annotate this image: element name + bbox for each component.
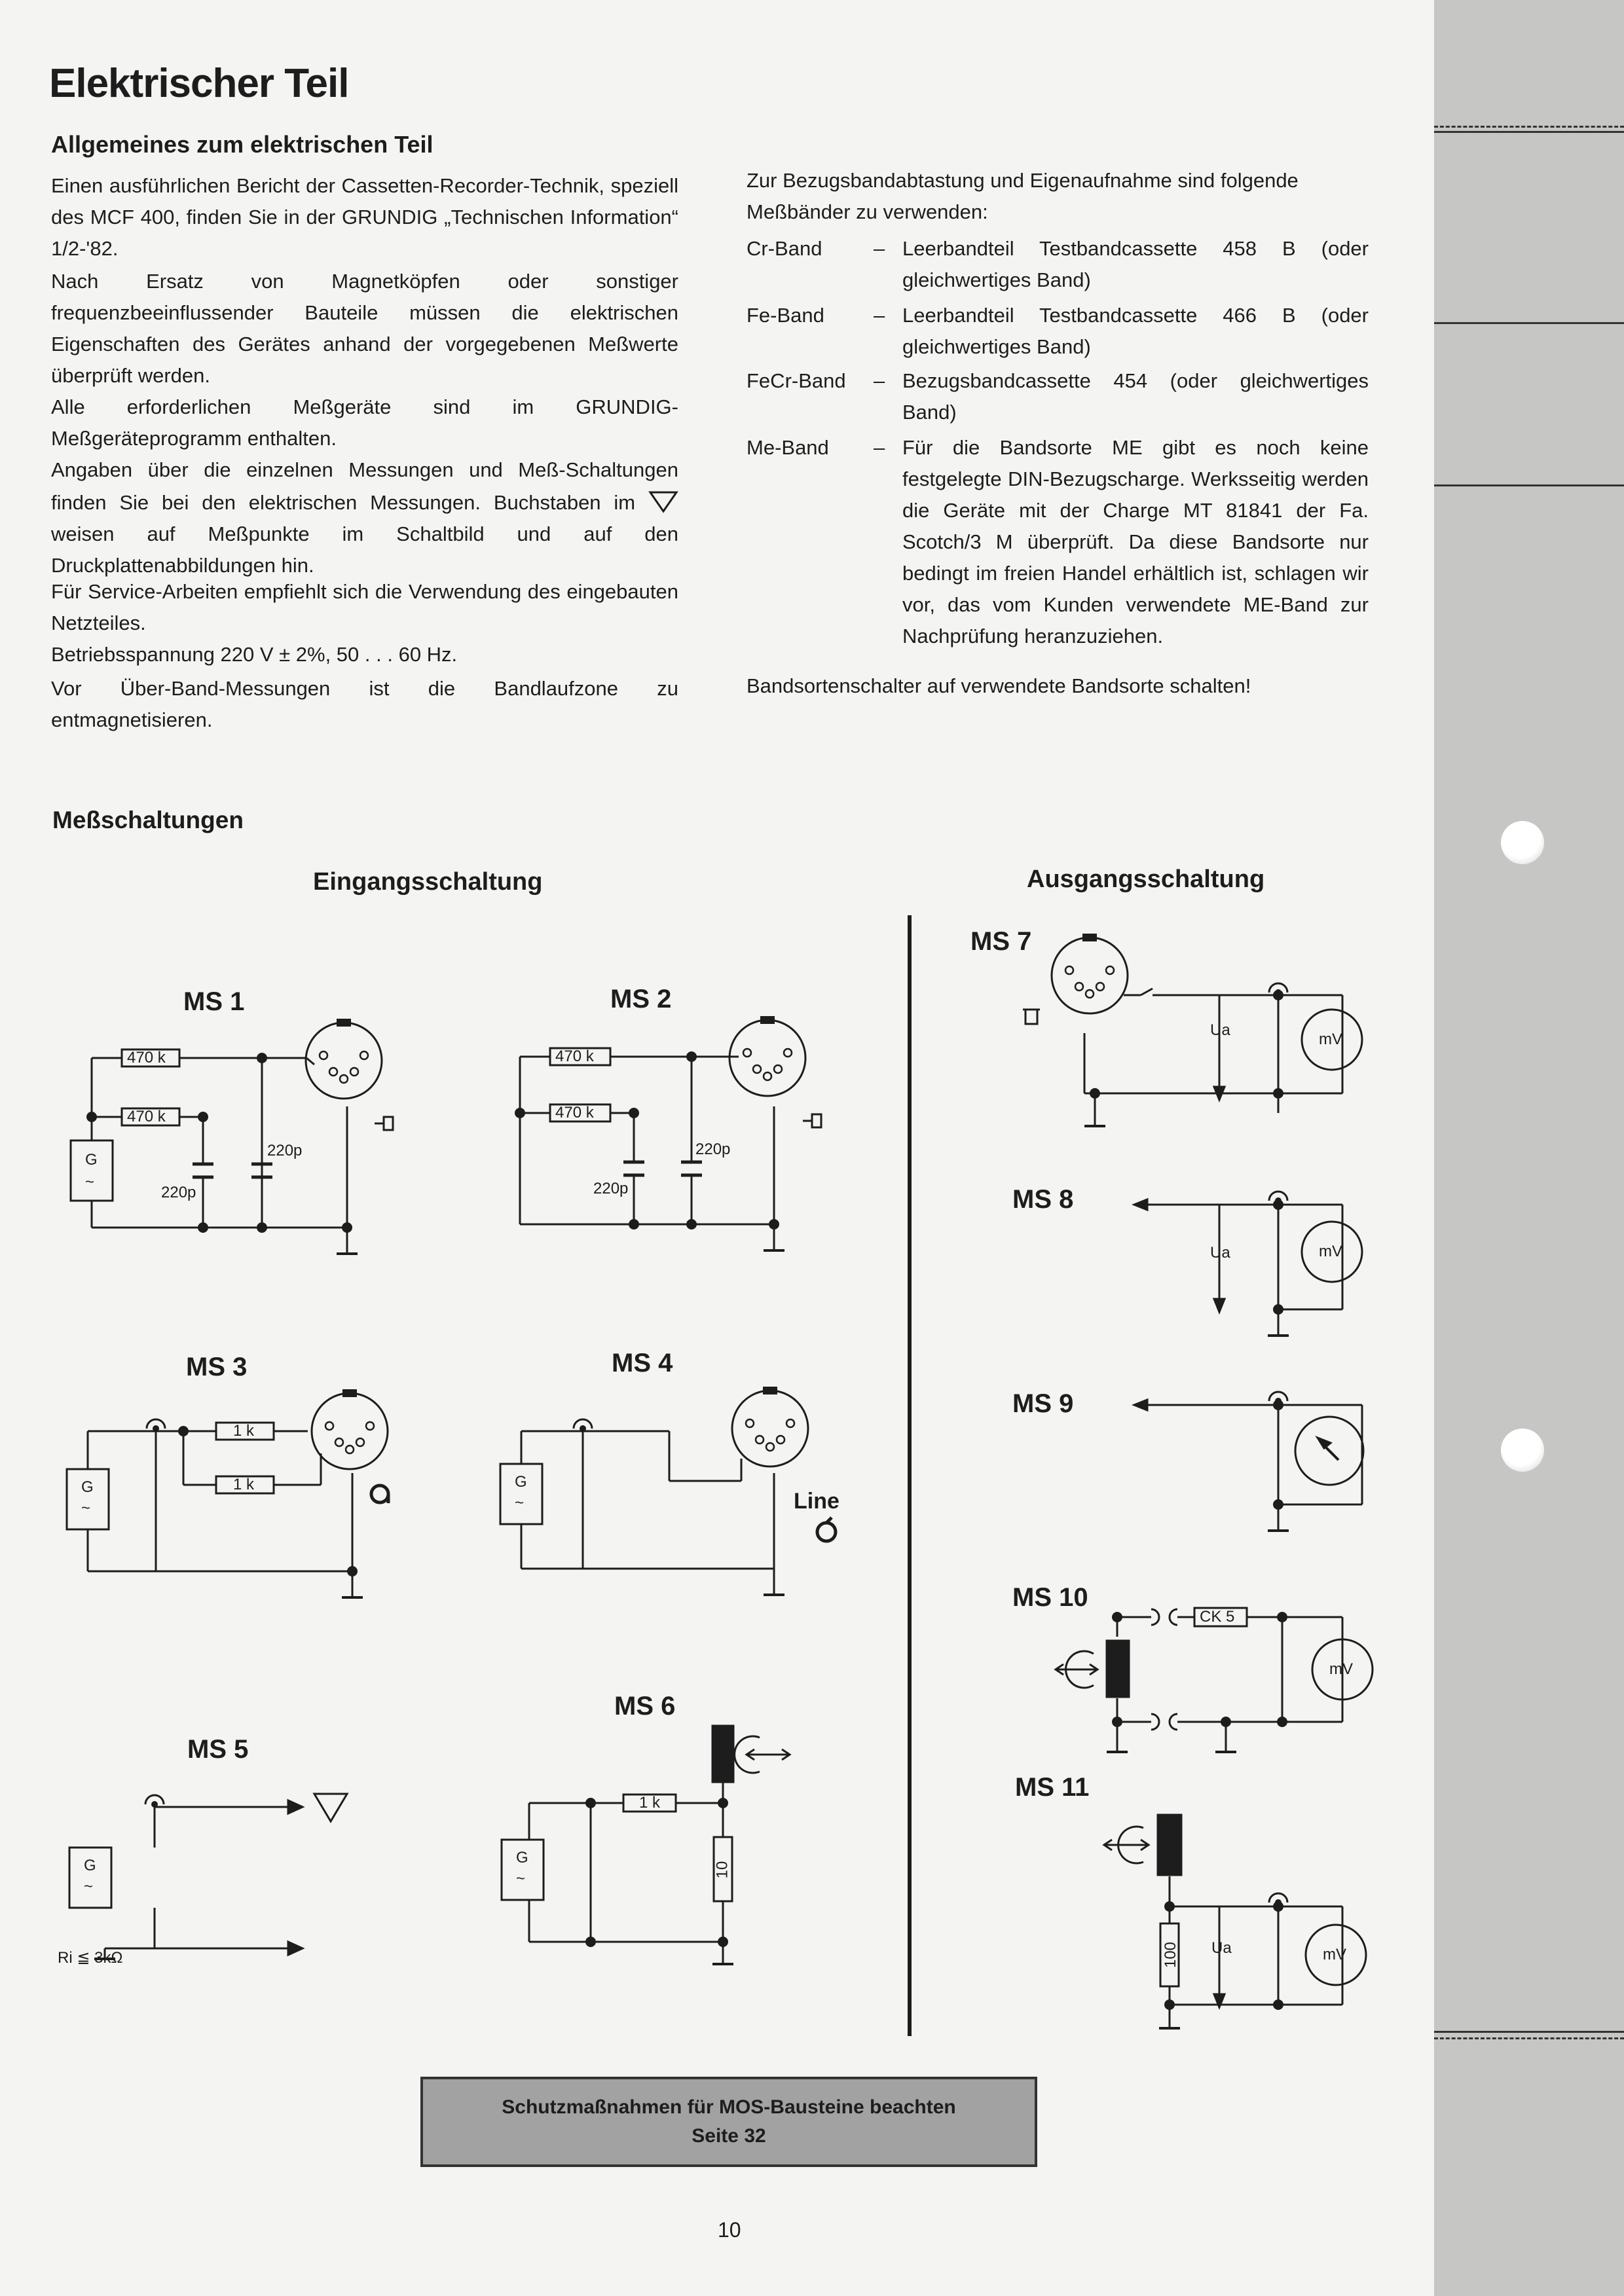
ua-label: Ua [1210,1244,1230,1262]
resistor-value: 100 [1162,1941,1180,1969]
ms8-label: MS 8 [1012,1185,1074,1214]
capacitor-value: 220p [695,1140,731,1158]
paragraph: Für Service-Arbeiten empfiehlt sich die Verwendung des eingebauten Netzteiles. [51,580,678,634]
output-circuits-heading: Ausgangsschaltung [1027,866,1265,893]
paragraph: Vor Über-Band-Messungen ist die Bandlaufzone zu entmagnetisieren. [51,677,678,731]
resistor-value: 470 k [127,1049,166,1066]
generator-tilde: ~ [516,1870,526,1887]
tab-line [1434,2037,1624,2039]
ms11-label: MS 11 [1015,1773,1090,1802]
section-heading: Allgemeines zum elektrischen Teil [51,131,434,158]
resistor-value: 10 [713,1861,731,1879]
tape-desc: Bezugsbandcassette 454 (oder gleichwertiges Band) [902,369,1369,424]
paragraph: Nach Ersatz von Magnetköpfen oder sonstiger frequenzbeeinflussender Bauteile müssen die elektrischen Eigenschaften des Gerätes anhand der vorgegebenen Meßwerte überprüft werden. [51,270,678,387]
tape-dash: – [874,436,885,459]
generator-g: G [84,1857,96,1874]
capacitor-value: 220p [161,1184,196,1201]
generator-tilde: ~ [84,1878,94,1895]
notice-line: Schutzmaßnahmen für MOS-Bausteine beachten [502,2096,956,2118]
resistor-value: 470 k [127,1108,166,1125]
ms5-label: MS 5 [187,1735,249,1764]
paragraph-text: Angaben über die einzelnen Messungen und Meß-Schaltungen finden Sie bei den elektrischen Messungen. Buchstaben im [51,458,678,514]
resistor-value: 470 k [555,1104,594,1121]
mv-meter-label: mV [1329,1660,1353,1678]
source-impedance-label: Ri ≦ 3kΩ [58,1949,123,1967]
tapes-intro: Zur Bezugsbandabtastung und Eigenaufnahme sind folgende Meßbänder zu verwenden: [747,169,1299,223]
generator-g: G [516,1849,528,1867]
measuring-heading: Meßschaltungen [52,807,244,833]
ck5-label: CK 5 [1200,1608,1235,1626]
resistor-value: 1 k [233,1476,255,1493]
tape-name: Fe-Band [747,304,824,327]
ms1-label: MS 1 [183,987,245,1016]
ua-label: Ua [1211,1939,1232,1957]
mv-meter-label: mV [1319,1030,1342,1048]
generator-tilde: ~ [85,1173,95,1191]
generator-g: G [515,1473,527,1491]
ms10-label: MS 10 [1012,1583,1088,1612]
tape-dash: – [874,369,885,392]
tape-desc: Leerbandteil Testbandcassette 466 B (oder gleichwertiges Band) [902,304,1369,358]
generator-tilde: ~ [81,1499,91,1517]
punch-hole [1501,821,1544,864]
generator-tilde: ~ [515,1494,525,1512]
tapes-outro: Bandsortenschalter auf verwendete Bandsorte schalten! [747,674,1251,697]
ua-label: Ua [1210,1021,1230,1039]
ms6-label: MS 6 [614,1692,676,1721]
ms9-label: MS 9 [1012,1389,1074,1418]
ms2-label: MS 2 [610,985,672,1013]
tab-line [1434,131,1624,133]
mv-meter-label: mV [1319,1243,1342,1260]
capacitor-value: 220p [593,1180,629,1197]
paragraph: Betriebsspannung 220 V ± 2%, 50 . . . 60 Hz. [51,643,458,666]
capacitor-value: 220p [267,1142,303,1159]
tab-line [1434,322,1624,324]
notice-line: Seite 32 [692,2125,766,2147]
paragraph: Alle erforderlichen Meßgeräte sind im GRUNDIG-Meßgeräteprogramm enthalten. [51,395,678,450]
tape-dash: – [874,237,885,260]
paragraph: Einen ausführlichen Bericht der Cassetten-Recorder-Technik, speziell des MCF 400, finden Sie in der GRUNDIG „Technischen Information“ 1/2-'82. [51,174,678,260]
tab-line [1434,484,1624,486]
ms3-label: MS 3 [186,1353,248,1381]
mos-notice-box [420,2077,1037,2167]
resistor-value: 1 k [639,1794,661,1812]
punch-hole [1501,1429,1544,1472]
ms4-label: MS 4 [612,1349,673,1377]
tape-name: FeCr-Band [747,369,846,392]
resistor-value: 1 k [233,1422,255,1440]
input-circuits-heading: Eingangsschaltung [313,868,543,896]
tape-name: Me-Band [747,436,829,459]
mv-meter-label: mV [1323,1946,1346,1963]
paragraph-text: weisen auf Meßpunkte im Schaltbild und auf den Druckplattenabbildungen hin. [51,522,678,577]
tape-desc: Für die Bandsorte ME gibt es noch keine festgelegte DIN-Bezugscharge. Werksseitig werden die Geräte mit der Charge MT 81841 der Fa. Scotch/3 M überprüft. Da diese Bandsorte nur bedingt im freien Handel erhältlich ist, schlagen wir vor, das vom Kunden verwendete ME-Band zur Nachprüfung heranzuziehen. [902,436,1369,647]
page-number: 10 [718,2218,741,2242]
generator-g: G [81,1478,94,1496]
line-label: Line [794,1489,840,1514]
tab-line [1434,126,1624,128]
page-title: Elektrischer Teil [49,61,349,106]
tape-dash: – [874,304,885,327]
tape-desc: Leerbandteil Testbandcassette 458 B (oder gleichwertiges Band) [902,237,1369,291]
tape-name: Cr-Band [747,237,822,260]
generator-g: G [85,1151,98,1169]
ms7-label: MS 7 [970,927,1032,956]
resistor-value: 470 k [555,1048,594,1065]
tab-line [1434,2031,1624,2033]
register-tab-strip [1434,0,1624,2296]
